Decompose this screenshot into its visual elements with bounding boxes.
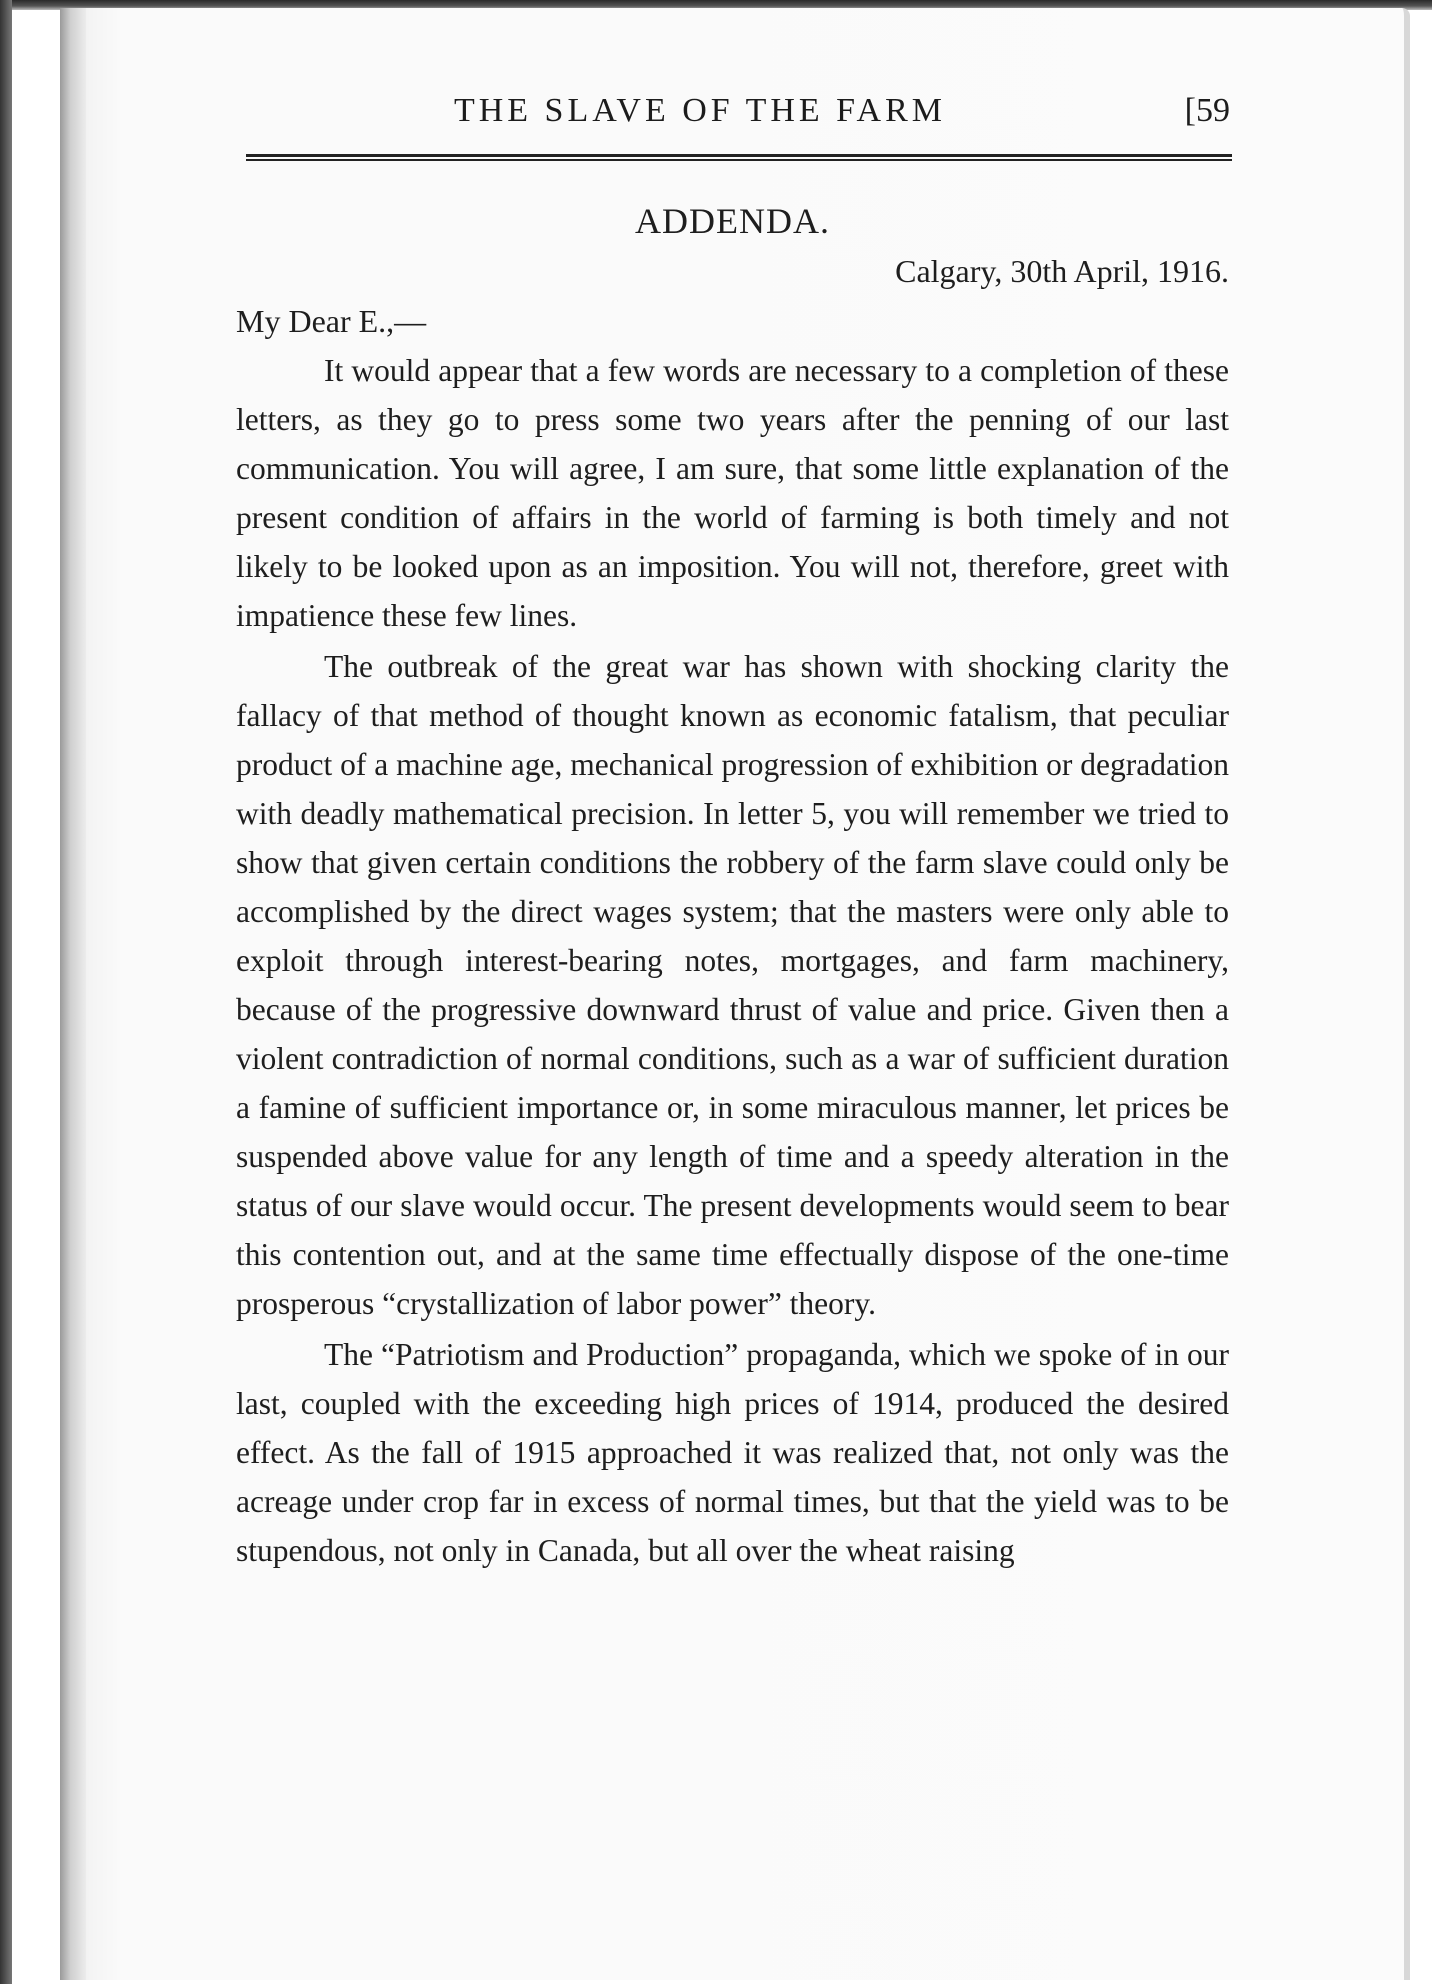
running-header	[240, 92, 1230, 146]
salutation: My Dear E.,—	[236, 303, 427, 339]
page-body	[236, 196, 1229, 1577]
running-title: THE SLAVE OF THE FARM	[453, 92, 947, 129]
scan-left-edge	[0, 0, 12, 1984]
page-binding-shadow	[60, 8, 86, 1980]
page-number: [59	[1184, 92, 1230, 129]
dateline: Calgary, 30th April, 1916.	[895, 253, 1229, 289]
paragraph-1: It would appear that a few words are necessary to a completion of these letters, as they go to press some two years after the penning of our last communication. You will agree, I am sure, that some little explanation of the present condition of affairs in the world of farming is both timely and not likely to be looked upon as an imposition. You will not, therefore, greet with impatience these few lines.	[236, 353, 1229, 633]
paragraph-3: The “Patriotism and Production” propaganda, which we spoke of in our last, coupled with the exceeding high prices of 1914, produced the desired effect. As the fall of 1915 approached it was realized that, not only was the acreage under crop far in excess of normal times, but that the yield was to be stupendous, not only in Canada, but all over the wheat raising	[236, 1337, 1229, 1568]
section-heading: ADDENDA.	[635, 201, 830, 241]
paragraph-2: The outbreak of the great war has shown with shocking clarity the fallacy of that method of thought known as economic fatalism, that peculiar product of a machine age, mechanical progression of exhibition or degradation with deadly mathematical precision. In letter 5, you will remember we tried to show that given certain conditions the robbery of the farm slave could only be accomplished by the direct wages system; that the masters were only able to exploit through interest-bearing notes, mortgages, and farm machinery, because of the progressive downward thrust of value and price. Given then a violent contradiction of normal conditions, such as a war of sufficient duration a famine of sufficient importance or, in some miraculous manner, let prices be suspended above value for any length of time and a speedy alteration in the status of our slave would occur. The present developments would seem to bear this contention out, and at the same time effectually dispose of the one-time prosperous “crystallization of labor power” theory.	[236, 649, 1229, 1321]
header-rule	[246, 154, 1232, 161]
